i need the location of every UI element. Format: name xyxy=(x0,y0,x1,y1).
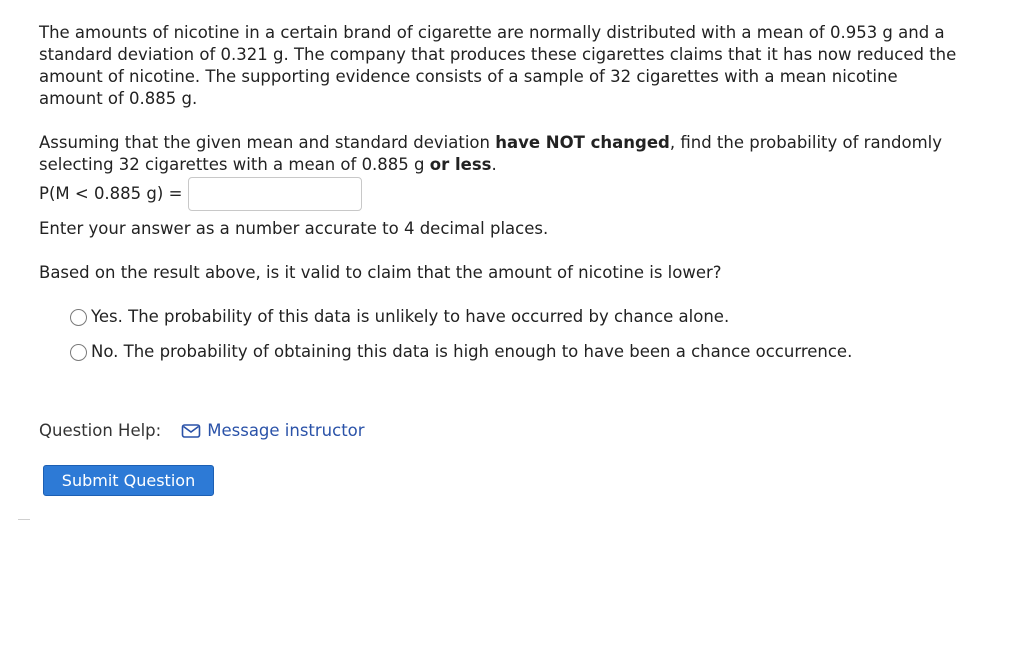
question-intro: The amounts of nicotine in a certain brand of cigarette are normally distributed with a mean of 0.953 g and a standard deviation of 0.321 g. The company that produces these cigarettes claims that it has now reduced the amount of nicotine. The supporting evidence consists of a sample of 32 cigarettes with a mean nicotine amount of 0.885 g. xyxy=(39,23,957,108)
prompt-text-1: Assuming that the given mean and standard deviation xyxy=(39,133,496,152)
option-no-label: No. The probability of obtaining this data is high enough to have been a chance occurrence. xyxy=(91,342,853,361)
question-help-label: Question Help: xyxy=(39,421,162,440)
prompt-text-3: . xyxy=(491,155,497,174)
answer-label: P(M < 0.885 g) = xyxy=(39,184,183,203)
option-yes[interactable] xyxy=(70,306,729,328)
answer-row xyxy=(39,177,362,211)
answer-instructions: Enter your answer as a number accurate to 4 decimal places. xyxy=(39,219,549,238)
submit-question-button[interactable]: Submit Question xyxy=(43,465,214,496)
option-yes-label: Yes. The probability of this data is unlikely to have occurred by chance alone. xyxy=(91,307,730,326)
option-no[interactable] xyxy=(70,341,852,363)
divider-mark xyxy=(18,519,30,520)
answer-input[interactable] xyxy=(188,177,362,211)
prompt-bold-1: have NOT changed xyxy=(495,133,670,152)
radio-no[interactable] xyxy=(70,344,87,361)
mail-icon[interactable] xyxy=(181,423,201,439)
radio-yes[interactable] xyxy=(70,309,87,326)
prompt-bold-2: or less xyxy=(429,155,492,174)
followup-question: Based on the result above, is it valid to claim that the amount of nicotine is lower? xyxy=(39,263,722,282)
question-help xyxy=(39,420,365,442)
prompt-text-2: , find the probability of randomly selecting 32 cigarettes with a mean of 0.885 g xyxy=(39,133,943,174)
question-prompt xyxy=(39,132,959,176)
message-instructor-link[interactable]: Message instructor xyxy=(207,421,365,440)
